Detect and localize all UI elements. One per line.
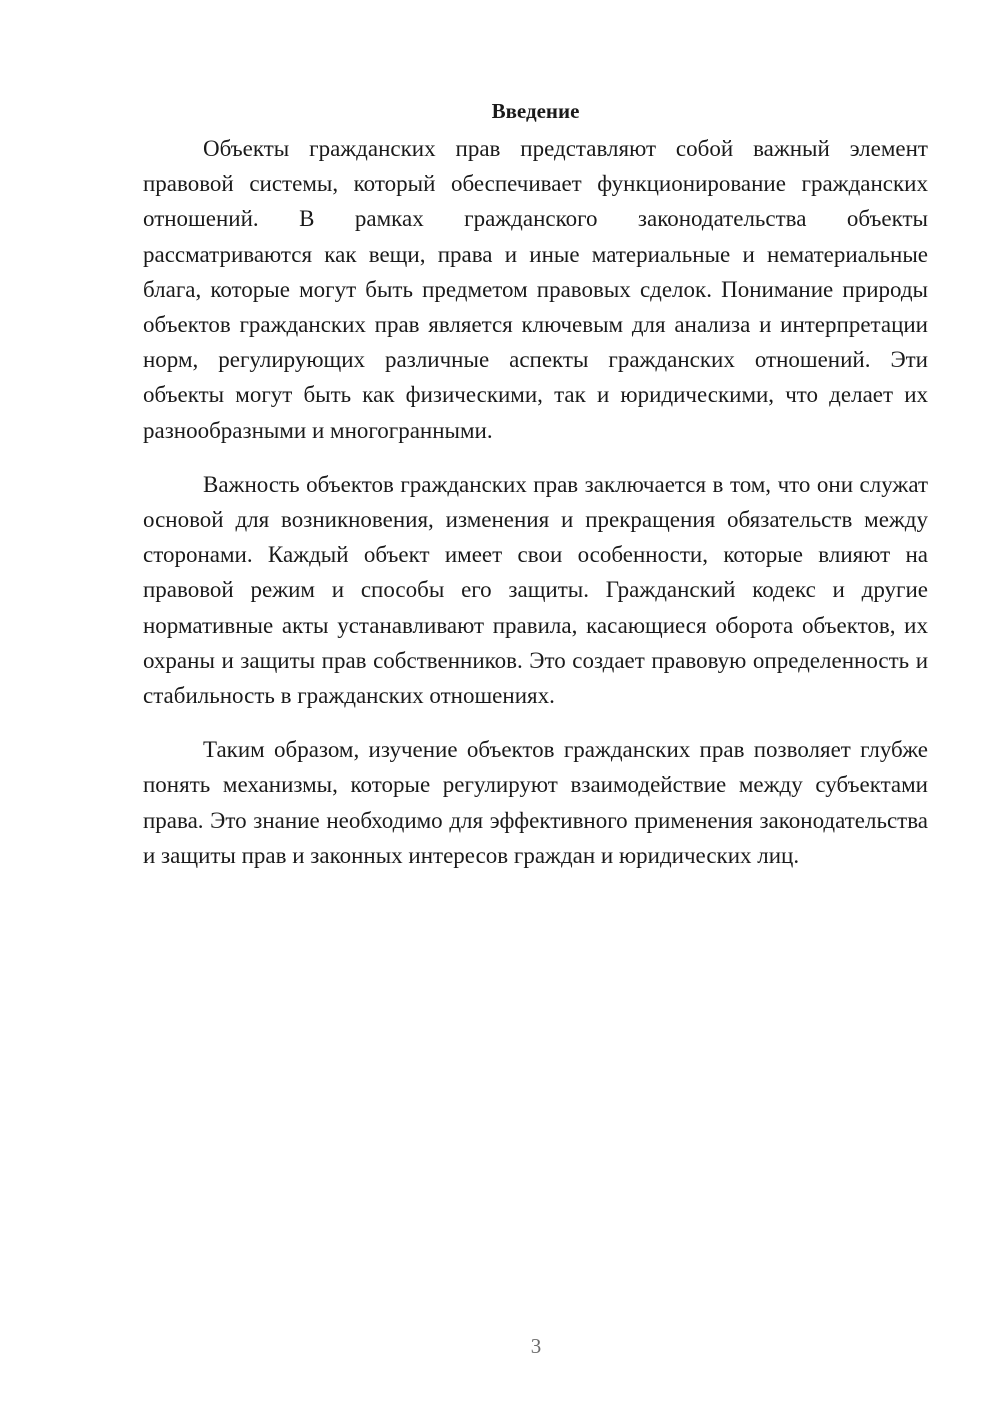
paragraph-3: Таким образом, изучение объектов гражданских прав позволяет глубже понять механизмы, которые регулируют взаимодействие между субъектами права. Это знание необходимо для эффективного применения законодательства и защиты прав и законных интересов граждан и юридических лиц. xyxy=(143,737,928,868)
section-heading: Введение xyxy=(491,99,580,123)
paragraph-1: Объекты гражданских прав представляют собой важный элемент правовой системы, который обеспечивает функционирование гражданских отношений. В рамках гражданского законодательства объекты рассматриваются как вещи, права и иные материальные и нематериальные блага, которые могут быть предметом правовых сделок. Понимание природы объектов гражданских прав является ключевым для анализа и интерпретации норм, регулирующих различные аспекты гражданских отношений. Эти объекты могут быть как физическими, так и юридическими, что делает их разнообразными и многогранными. xyxy=(143,136,928,443)
page-body xyxy=(143,97,928,873)
paragraph-2: Важность объектов гражданских прав заключается в том, что они служат основой для возникновения, изменения и прекращения обязательств между сторонами. Каждый объект имеет свои особенности, которые влияют на правовой режим и способы его защиты. Гражданский кодекс и другие нормативные акты устанавливают правила, касающиеся оборота объектов, их охраны и защиты прав собственников. Это создает правовую определенность и стабильность в гражданских отношениях. xyxy=(143,471,928,709)
page-number: 3 xyxy=(530,1334,542,1358)
